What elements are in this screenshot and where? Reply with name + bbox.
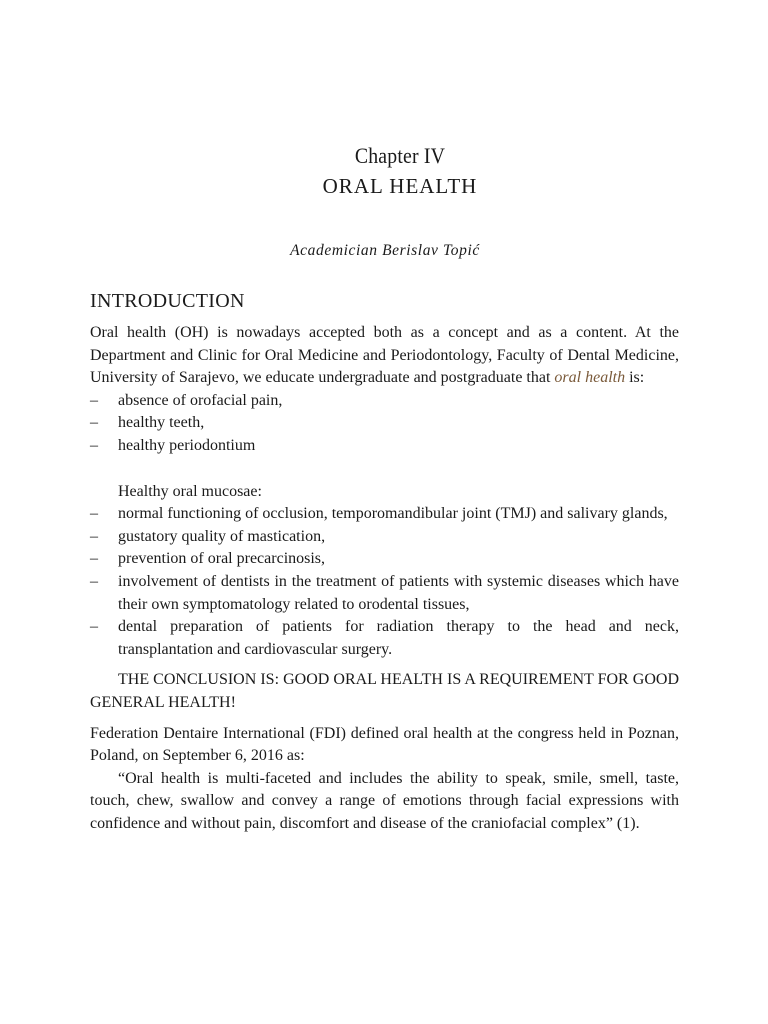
- fdi-paragraph: Federation Dentaire International (FDI) defined oral health at the congress held in Poznan, Poland, on September 6, 2016 as:: [90, 724, 679, 765]
- list-dash: –: [90, 391, 98, 409]
- list-item: [90, 435, 679, 458]
- list-item-text: gustatory quality of mastication,: [118, 527, 326, 545]
- intro-paragraph-text: Oral health (OH) is nowadays accepted both as a concept and as a content. At the Department and Clinic for Oral Medicine and Periodontology, Faculty of Dental Medicine, University of Sarajevo, we educate undergraduate and postgraduate that: [90, 324, 679, 387]
- list-item: [90, 412, 679, 435]
- definition-list: [90, 390, 679, 458]
- list-item: [90, 503, 679, 526]
- list-item-text: normal functioning of occlusion, temporomandibular joint (TMJ) and salivary glands,: [118, 505, 668, 523]
- list-item: [90, 390, 679, 413]
- body-text: [90, 322, 679, 835]
- mucosae-label: Healthy oral mucosae:: [118, 482, 262, 500]
- list-item-text: dental preparation of patients for radiation therapy to the head and neck, transplantation and cardiovascular surgery.: [118, 618, 679, 658]
- list-dash: –: [90, 618, 98, 636]
- list-item: [90, 526, 679, 549]
- oral-health-term: oral health: [554, 369, 626, 387]
- list-item-text: prevention of oral precarcinosis,: [118, 550, 326, 568]
- list-item-text: healthy periodontium: [118, 436, 256, 454]
- intro-paragraph: [90, 322, 679, 390]
- chapter-label: Chapter IV: [354, 143, 446, 168]
- spacer: [90, 458, 679, 481]
- mucosae-list: [90, 503, 679, 661]
- spacer: [90, 715, 679, 723]
- list-dash: –: [90, 550, 98, 568]
- list-dash: –: [90, 527, 98, 545]
- spacer: [90, 661, 679, 669]
- list-dash: –: [90, 414, 98, 432]
- conclusion-paragraph: THE CONCLUSION IS: GOOD ORAL HEALTH IS A REQUIREMENT FOR GOOD GENERAL HEALTH!: [90, 671, 679, 711]
- list-item: [90, 548, 679, 571]
- list-item-text: involvement of dentists in the treatment of patients with systemic diseases which have their own symptomatology related to orodental tissues,: [118, 572, 679, 613]
- list-dash: –: [90, 505, 98, 523]
- list-dash: –: [90, 572, 98, 590]
- list-item: [90, 616, 679, 661]
- section-heading-introduction: INTRODUCTION: [90, 290, 245, 312]
- list-dash: –: [90, 436, 98, 454]
- list-item: [90, 571, 679, 616]
- fdi-quote: “Oral health is multi-faceted and includes the ability to speak, smile, smell, taste, touch, chew, swallow and convey a range of emotions through facial expressions with confidence and without pain, discomfort and disease of the craniofacial complex” (1).: [90, 769, 679, 832]
- chapter-title: ORAL HEALTH: [322, 174, 478, 198]
- author-name: Academician Berislav Topić: [290, 242, 480, 259]
- list-item-text: healthy teeth,: [118, 414, 205, 432]
- list-item-text: absence of orofacial pain,: [118, 391, 283, 409]
- intro-paragraph-end: is:: [625, 369, 645, 387]
